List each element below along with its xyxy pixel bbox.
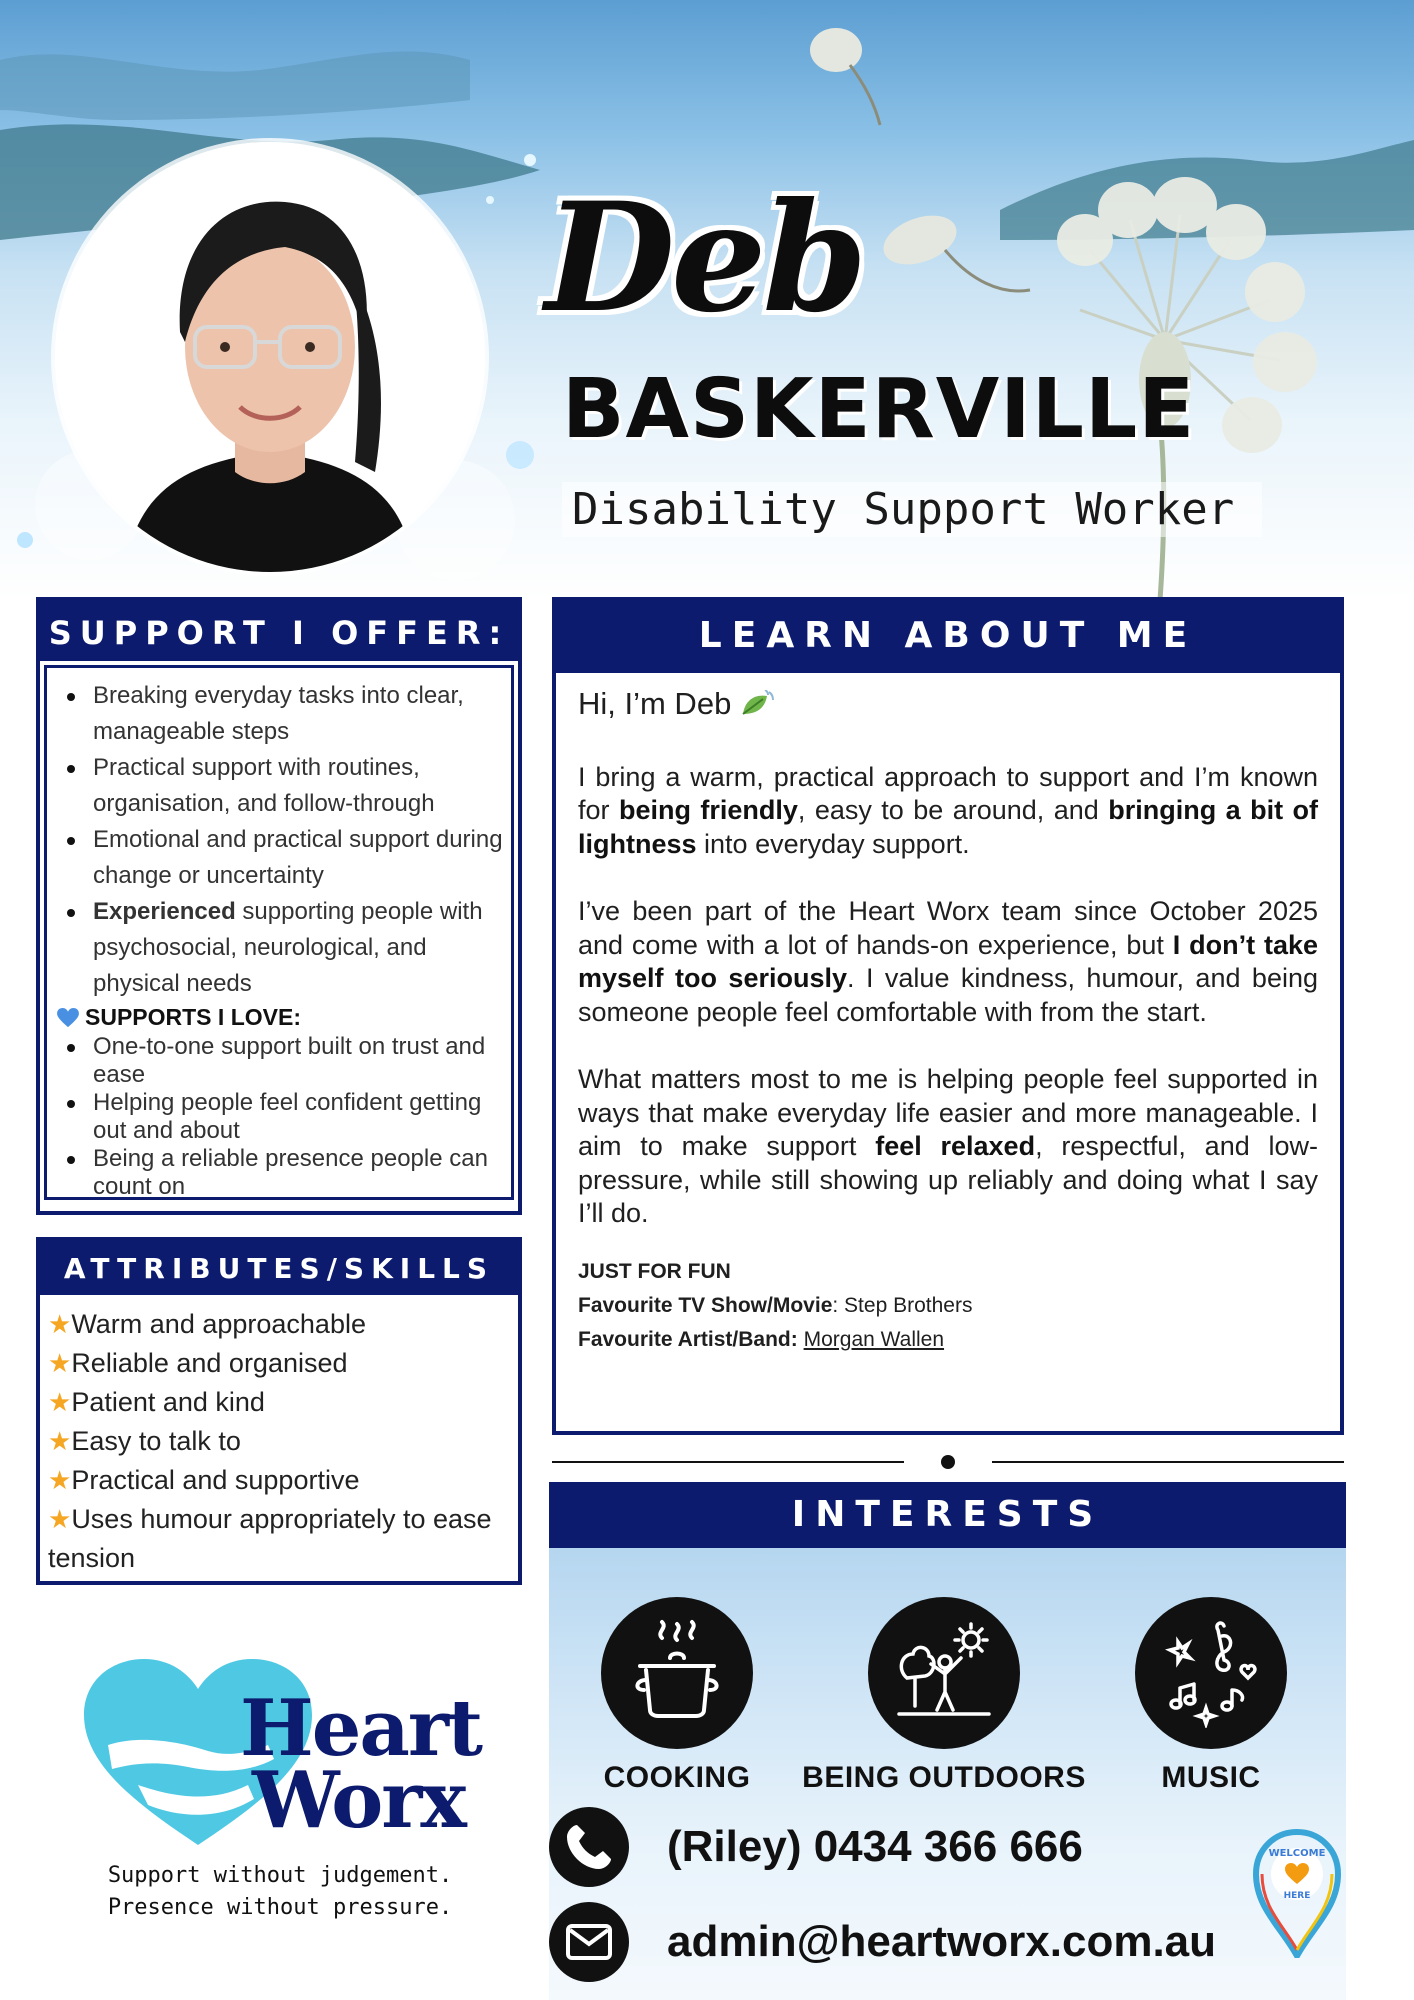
about-heading: LEARN ABOUT ME (556, 601, 1340, 673)
list-item: ★Reliable and organised (48, 1348, 348, 1378)
skills-heading: ATTRIBUTES/SKILLS (40, 1241, 518, 1295)
first-name: Deb (545, 170, 864, 346)
interests-heading: INTERESTS (549, 1482, 1346, 1548)
star-icon: ★ (48, 1426, 72, 1456)
about-greeting: Hi, I’m Deb (578, 687, 1318, 721)
interest-label: COOKING (603, 1761, 751, 1794)
profile-photo (55, 142, 485, 572)
star-icon: ★ (48, 1348, 72, 1378)
person-portrait-icon (55, 142, 485, 572)
interest-cooking (597, 1597, 757, 1795)
supports-love-heading (57, 1004, 503, 1031)
email-contact[interactable] (549, 1902, 1216, 1982)
star-icon: ★ (48, 1504, 72, 1534)
supports-love-list (57, 1033, 503, 1201)
experienced-label: Experienced (93, 898, 236, 925)
leaf-wind-icon (739, 690, 775, 718)
email-icon (566, 1924, 612, 1960)
job-title: Disability Support Worker (562, 482, 1262, 537)
about-paragraph-3: What matters most to me is helping people feel supported in ways that make everyday life easier and more manageable. I aim to make support feel relaxed, respectful, and low-pressure, while still showing up reliably and doing what I say I’ll do. (578, 1064, 1319, 1228)
phone-number[interactable]: (Riley) 0434 366 666 (667, 1822, 1083, 1871)
interest-label: MUSIC (1161, 1761, 1261, 1794)
badge-bottom-text: HERE (1283, 1891, 1311, 1901)
support-offer-panel (36, 597, 522, 1215)
last-name: BASKERVILLE (562, 362, 1196, 457)
heartworx-logo (78, 1655, 498, 1855)
star-icon: ★ (48, 1465, 72, 1495)
list-item: ★Easy to talk to (48, 1426, 241, 1456)
interests-panel (549, 1482, 1346, 2000)
favourite-artist: Favourite Artist/Band: Morgan Wallen (578, 1327, 945, 1351)
experienced-text: supporting people with psychosocial, neurological, and physical needs (93, 898, 483, 997)
about-body (556, 673, 1340, 1357)
list-item: One-to-one support built on trust and ease (57, 1033, 503, 1089)
list-item: Helping people feel confident getting out and about (57, 1089, 503, 1145)
welcome-here-badge (1252, 1828, 1342, 1958)
phone-contact[interactable] (549, 1807, 1083, 1887)
support-offer-content (44, 665, 514, 1200)
phone-icon (563, 1821, 615, 1873)
just-for-fun-heading: JUST FOR FUN (578, 1259, 731, 1283)
list-item: Being a reliable presence people can count on (57, 1145, 503, 1201)
star-icon: ★ (48, 1309, 72, 1339)
list-item (57, 894, 503, 1002)
interest-music (1131, 1597, 1291, 1795)
star-icon: ★ (48, 1387, 72, 1417)
list-item: ★Warm and approachable (48, 1309, 366, 1339)
skills-list (40, 1295, 518, 1578)
logo-word-heart: Heart (240, 1683, 481, 1774)
email-address[interactable]: admin@heartworx.com.au (667, 1917, 1217, 1966)
logo-word-worx: Worx (252, 1755, 465, 1846)
skills-panel (36, 1237, 522, 1585)
supports-love-label: SUPPORTS I LOVE: (85, 1004, 301, 1030)
blue-heart-icon (57, 1008, 79, 1028)
support-offer-heading: SUPPORT I OFFER: (40, 601, 518, 661)
list-item: tension (48, 1543, 136, 1573)
brand-tagline: Support without judgement. Presence without pressure. (107, 1863, 453, 1920)
list-item: Breaking everyday tasks into clear, manageable steps (57, 678, 503, 750)
interest-outdoors (789, 1597, 1099, 1795)
list-item: ★Uses humour appropriately to ease (48, 1504, 492, 1534)
badge-top-text: WELCOME (1268, 1848, 1326, 1859)
music-notes-icon (1156, 1618, 1266, 1728)
section-divider (552, 1452, 1344, 1472)
cooking-pot-icon (622, 1618, 732, 1728)
list-item: ★Practical and supportive (48, 1465, 360, 1495)
favourite-artist-link[interactable]: Morgan Wallen (803, 1327, 945, 1351)
outdoors-icon (889, 1618, 999, 1728)
support-offer-list (57, 678, 503, 1002)
favourite-tv: Favourite TV Show/Movie: Step Brothers (578, 1293, 973, 1317)
about-panel (552, 597, 1344, 1435)
interest-label: BEING OUTDOORS (802, 1761, 1086, 1794)
list-item: Emotional and practical support during change or uncertainty (57, 822, 503, 894)
about-paragraph-1: I bring a warm, practical approach to support and I’m known for being friendly, easy to be around, and bringing a bit of lightness into everyday support. (578, 761, 1318, 859)
about-paragraph-2: I’ve been part of the Heart Worx team since October 2025 and come with a lot of hands-on experience, but I don’t take myself too seriously. I value kindness, humour, and being someone people feel comfortable with from the start. (578, 896, 1318, 1027)
list-item: Practical support with routines, organisation, and follow-through (57, 750, 503, 822)
list-item: ★Patient and kind (48, 1387, 265, 1417)
